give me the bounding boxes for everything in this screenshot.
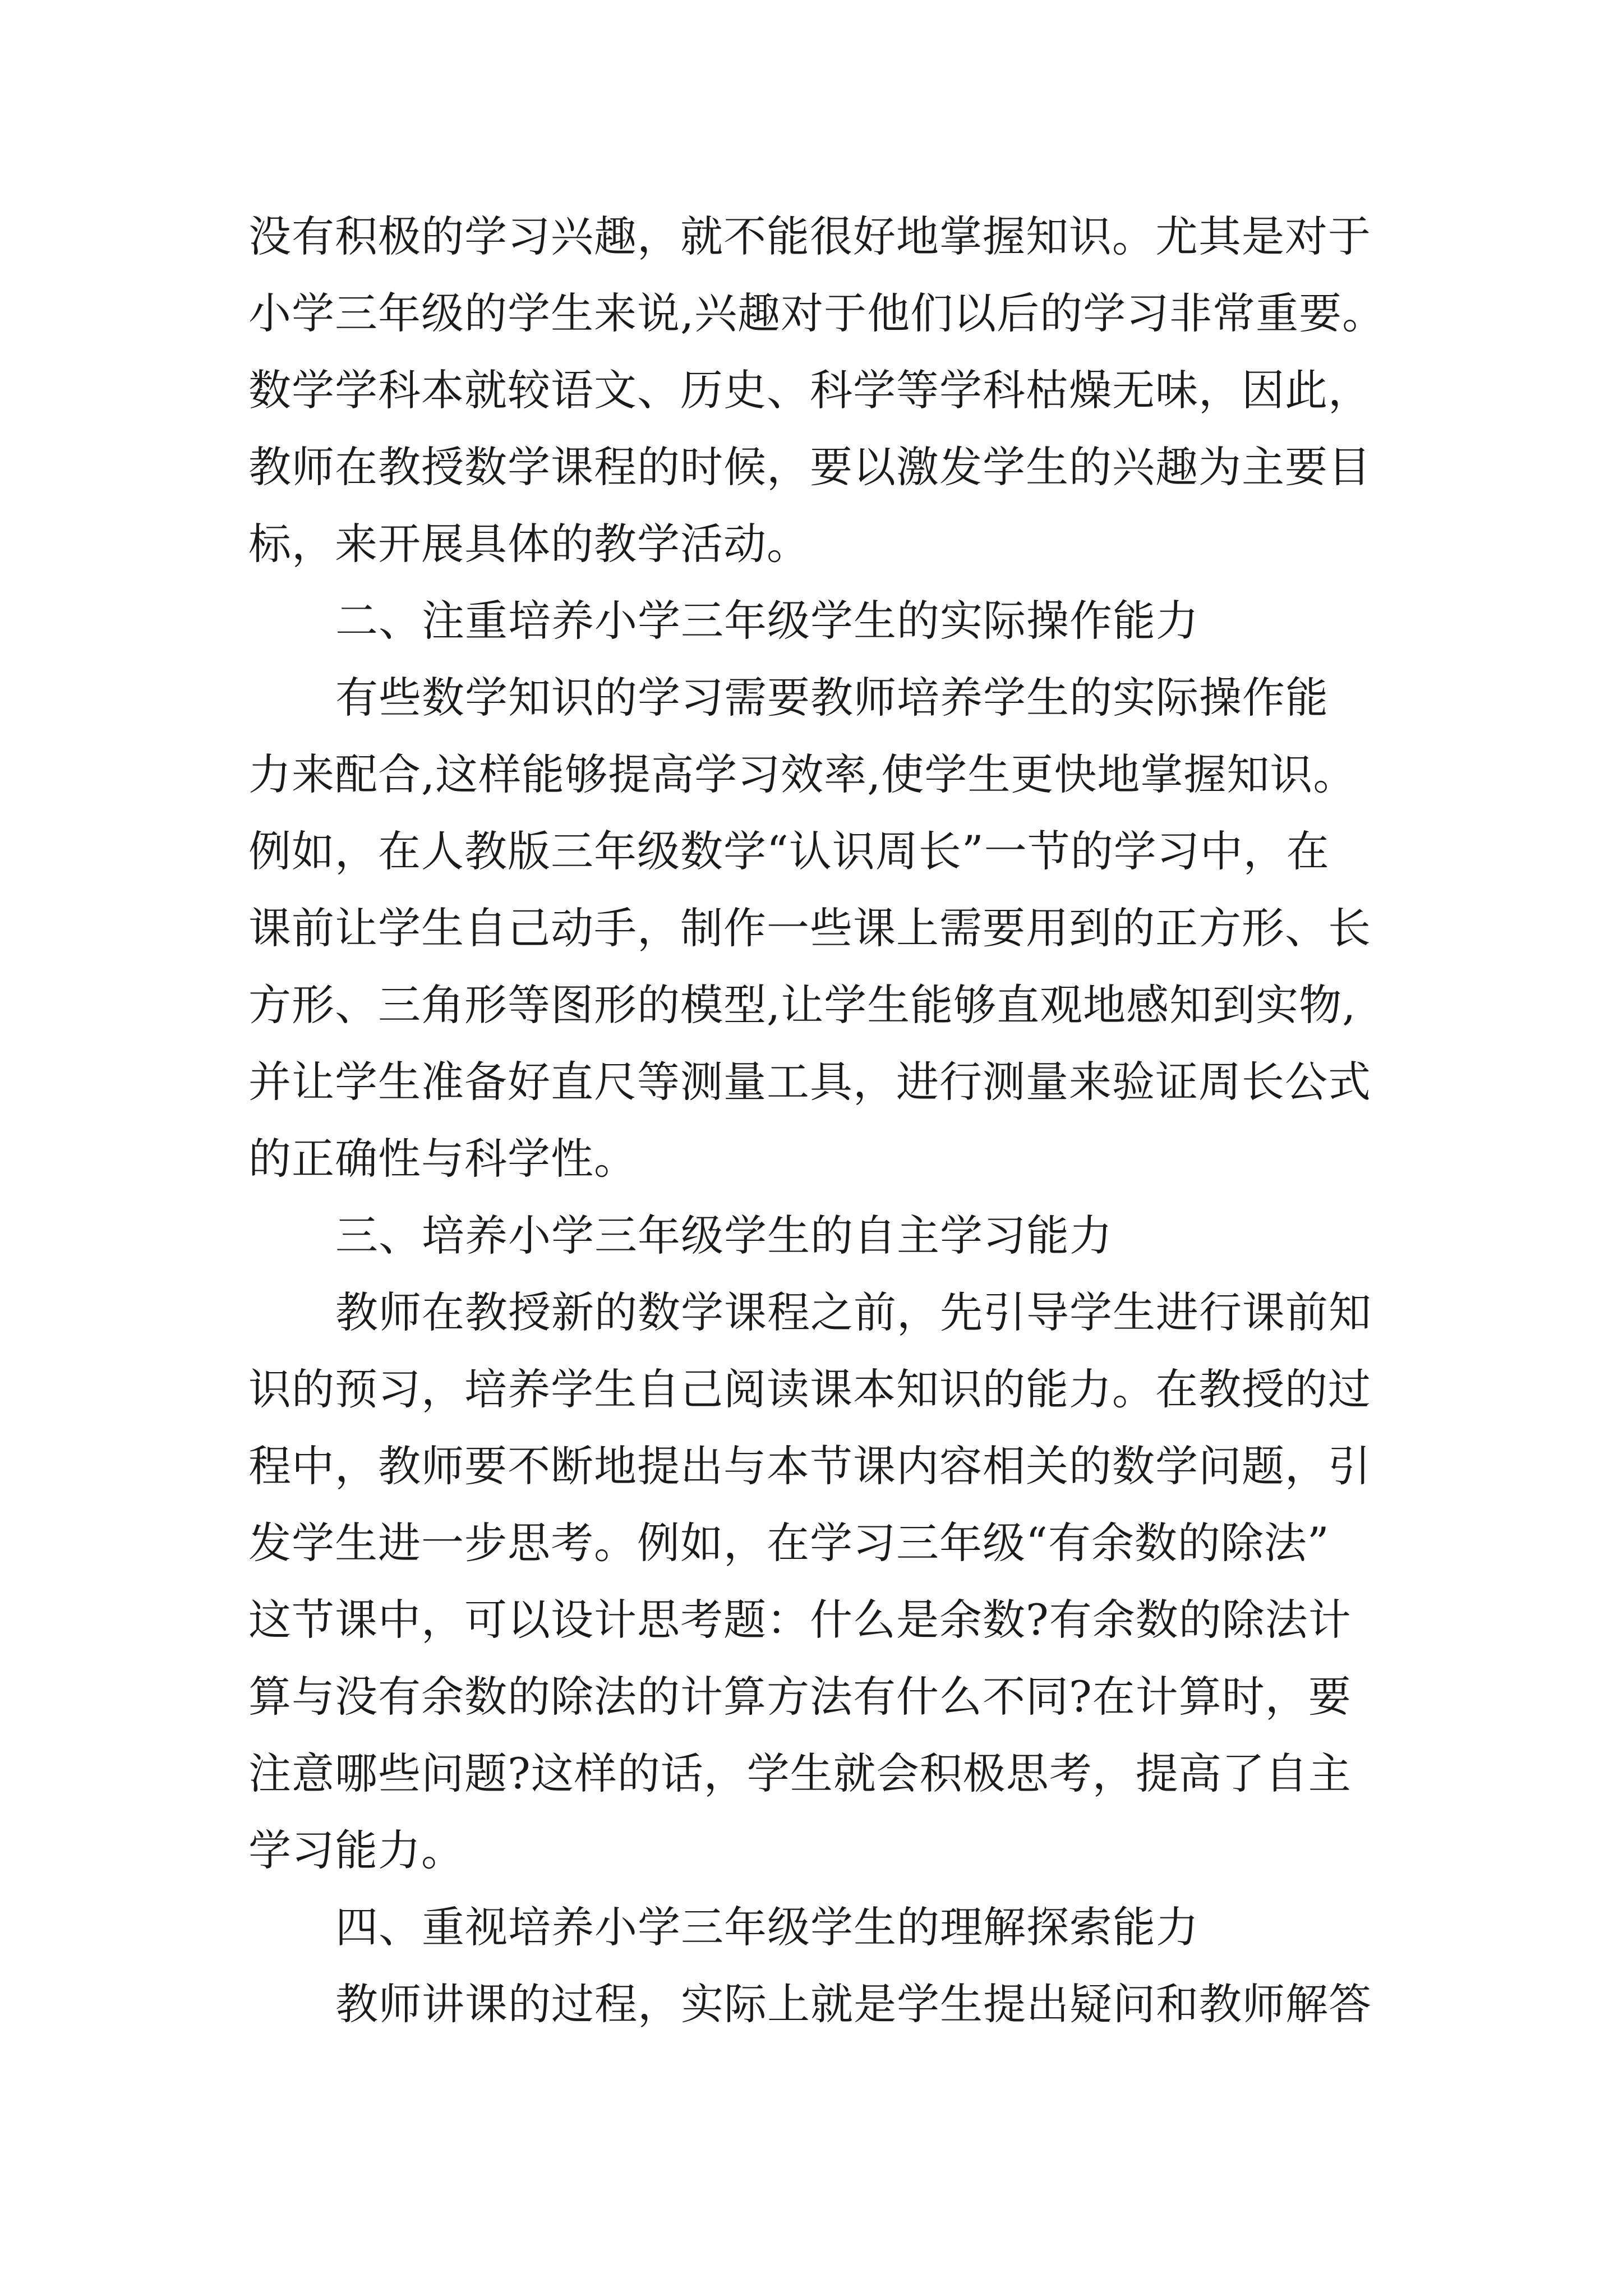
paragraph-line: 小学三年级的学生来说,兴趣对于他们以后的学习非常重要。 (248, 288, 1386, 338)
paragraph-line: 方形、三角形等图形的模型,让学生能够直观地感知到实物, (248, 980, 1357, 1030)
paragraph-line: 的正确性与科学性。 (248, 1134, 637, 1184)
paragraph-line: 教师讲课的过程，实际上就是学生提出疑问和教师解答 (335, 1979, 1372, 2029)
paragraph-line: 有些数学知识的学习需要教师培养学生的实际操作能 (335, 673, 1329, 723)
paragraph-line: 数学学科本就较语文、历史、科学等学科枯燥无味，因此， (248, 365, 1371, 415)
paragraph-line: 并让学生准备好直尺等测量工具，进行测量来验证周长公式 (248, 1057, 1371, 1107)
paragraph-line: 发学生进一步思考。例如，在学习三年级“有余数的除法” (248, 1518, 1330, 1568)
section-heading-3: 三、培养小学三年级学生的自主学习能力 (335, 1211, 1113, 1260)
paragraph-line: 例如，在人教版三年级数学“认识周长”一节的学习中，在 (248, 826, 1330, 876)
paragraph-line: 教师在教授新的数学课程之前，先引导学生进行课前知 (335, 1287, 1372, 1337)
paragraph-line: 程中，教师要不断地提出与本节课内容相关的数学问题，引 (248, 1441, 1371, 1491)
paragraph-line: 标，来开展具体的教学活动。 (248, 519, 810, 569)
paragraph-line: 没有积极的学习兴趣，就不能很好地掌握知识。尤其是对于 (248, 211, 1371, 261)
paragraph-line: 注意哪些问题?这样的话，学生就会积极思考，提高了自主 (248, 1749, 1352, 1798)
paragraph-line: 这节课中，可以设计思考题：什么是余数?有余数的除法计 (248, 1595, 1352, 1645)
section-heading-2: 二、注重培养小学三年级学生的实际操作能力 (335, 596, 1199, 646)
paragraph-line: 教师在教授数学课程的时候，要以激发学生的兴趣为主要目 (248, 442, 1371, 492)
paragraph-line: 力来配合,这样能够提高学习效率,使学生更快地掌握知识。 (248, 749, 1357, 799)
paragraph-line: 学习能力。 (248, 1825, 464, 1875)
paragraph-line: 算与没有余数的除法的计算方法有什么不同?在计算时，要 (248, 1672, 1352, 1722)
paragraph-line: 识的预习，培养学生自己阅读课本知识的能力。在教授的过 (248, 1364, 1371, 1414)
paragraph-line: 课前让学生自己动手，制作一些课上需要用到的正方形、长 (248, 903, 1371, 953)
section-heading-4: 四、重视培养小学三年级学生的理解探索能力 (335, 1902, 1199, 1952)
